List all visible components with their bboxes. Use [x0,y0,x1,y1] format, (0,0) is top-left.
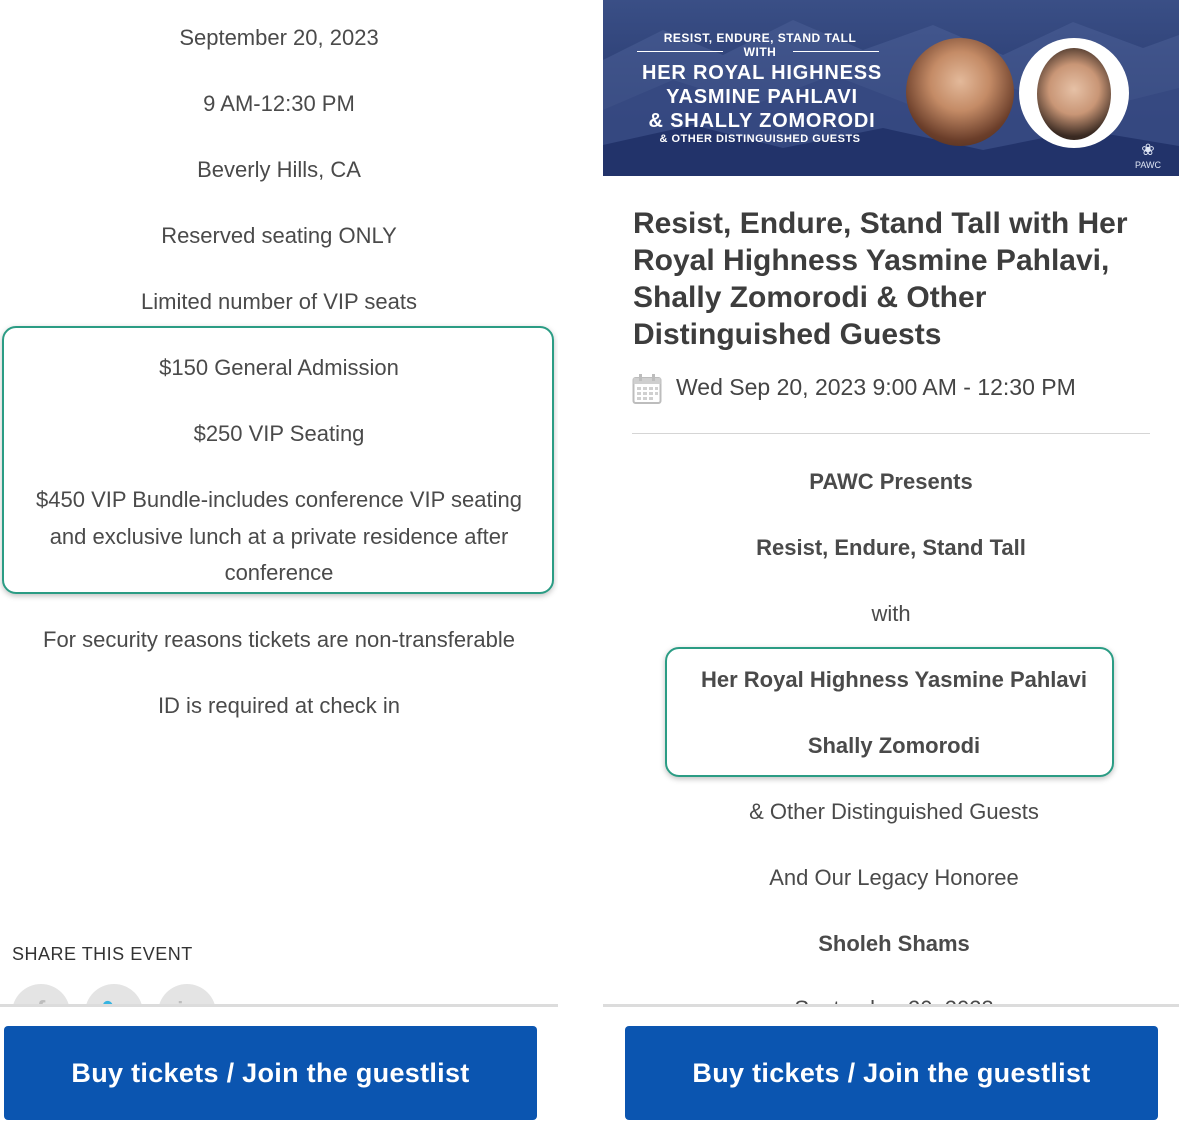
pawc-logo: ❀ PAWC [1125,142,1171,170]
guest-shally-zomorodi: Shally Zomorodi [807,733,981,758]
banner-line1: HER ROYAL HIGHNESS [641,62,882,84]
event-banner [603,0,1179,176]
portrait-yasmine-pahlavi [906,38,1014,146]
vip-limit-note: Limited number of VIP seats [141,289,417,314]
banner-tagline: RESIST, ENDURE, STAND TALL [663,31,857,45]
left-screen [0,0,558,1127]
buy-tickets-button-right[interactable]: Buy tickets / Join the guestlist [625,1026,1158,1120]
banner-line4: & OTHER DISTINGUISHED GUESTS [659,133,861,145]
legacy-honoree-line: And Our Legacy Honoree [769,865,1019,890]
right-screen [603,0,1179,1127]
price-vip-bundle-line2: and exclusive lunch at a private residence after [49,524,509,549]
price-general-admission: $150 General Admission [159,355,399,380]
event-title: Resist, Endure, Stand Tall with Her Royal Highness Yasmine Pahlavi, Shally Zomorodi & Other Distinguished Guests [633,207,1128,351]
event-location-text: Beverly Hills, CA [197,157,361,182]
share-title: SHARE THIS EVENT [12,944,193,964]
honoree-name: Sholeh Shams [818,931,970,956]
with-line: with [871,601,911,626]
id-required-note: ID is required at check in [157,693,401,718]
title-divider [632,433,1150,434]
banner-with: WITH [743,45,777,59]
price-vip-bundle-line3: conference [224,560,334,585]
bottom-action-bar-right [603,1004,1179,1127]
presenter-line: PAWC Presents [809,469,973,494]
event-datetime: Wed Sep 20, 2023 9:00 AM - 12:30 PM [676,374,1076,400]
event-date-text: September 20, 2023 [179,25,379,50]
event-time-text: 9 AM-12:30 PM [203,91,355,116]
panel-gutter [558,0,603,1127]
seating-note: Reserved seating ONLY [161,223,397,248]
guest-yasmine-pahlavi: Her Royal Highness Yasmine Pahlavi [701,667,1087,692]
other-guests-line: & Other Distinguished Guests [749,799,1039,824]
banner-line3: & SHALLY ZOMORODI [648,110,876,132]
buy-tickets-button[interactable]: Buy tickets / Join the guestlist [4,1026,537,1120]
event-name-line: Resist, Endure, Stand Tall [756,535,1026,560]
non-transferable-note: For security reasons tickets are non-transferable [43,627,515,652]
banner-line2: YASMINE PAHLAVI [666,86,858,108]
price-vip-bundle-line1: $450 VIP Bundle-includes conference VIP seating [36,487,522,512]
calendar-icon [632,373,662,405]
bottom-action-bar [0,1004,558,1127]
pawc-logo-text: PAWC [1135,160,1161,170]
portrait-shally-zomorodi [1019,38,1129,148]
price-vip-seating: $250 VIP Seating [193,421,365,446]
